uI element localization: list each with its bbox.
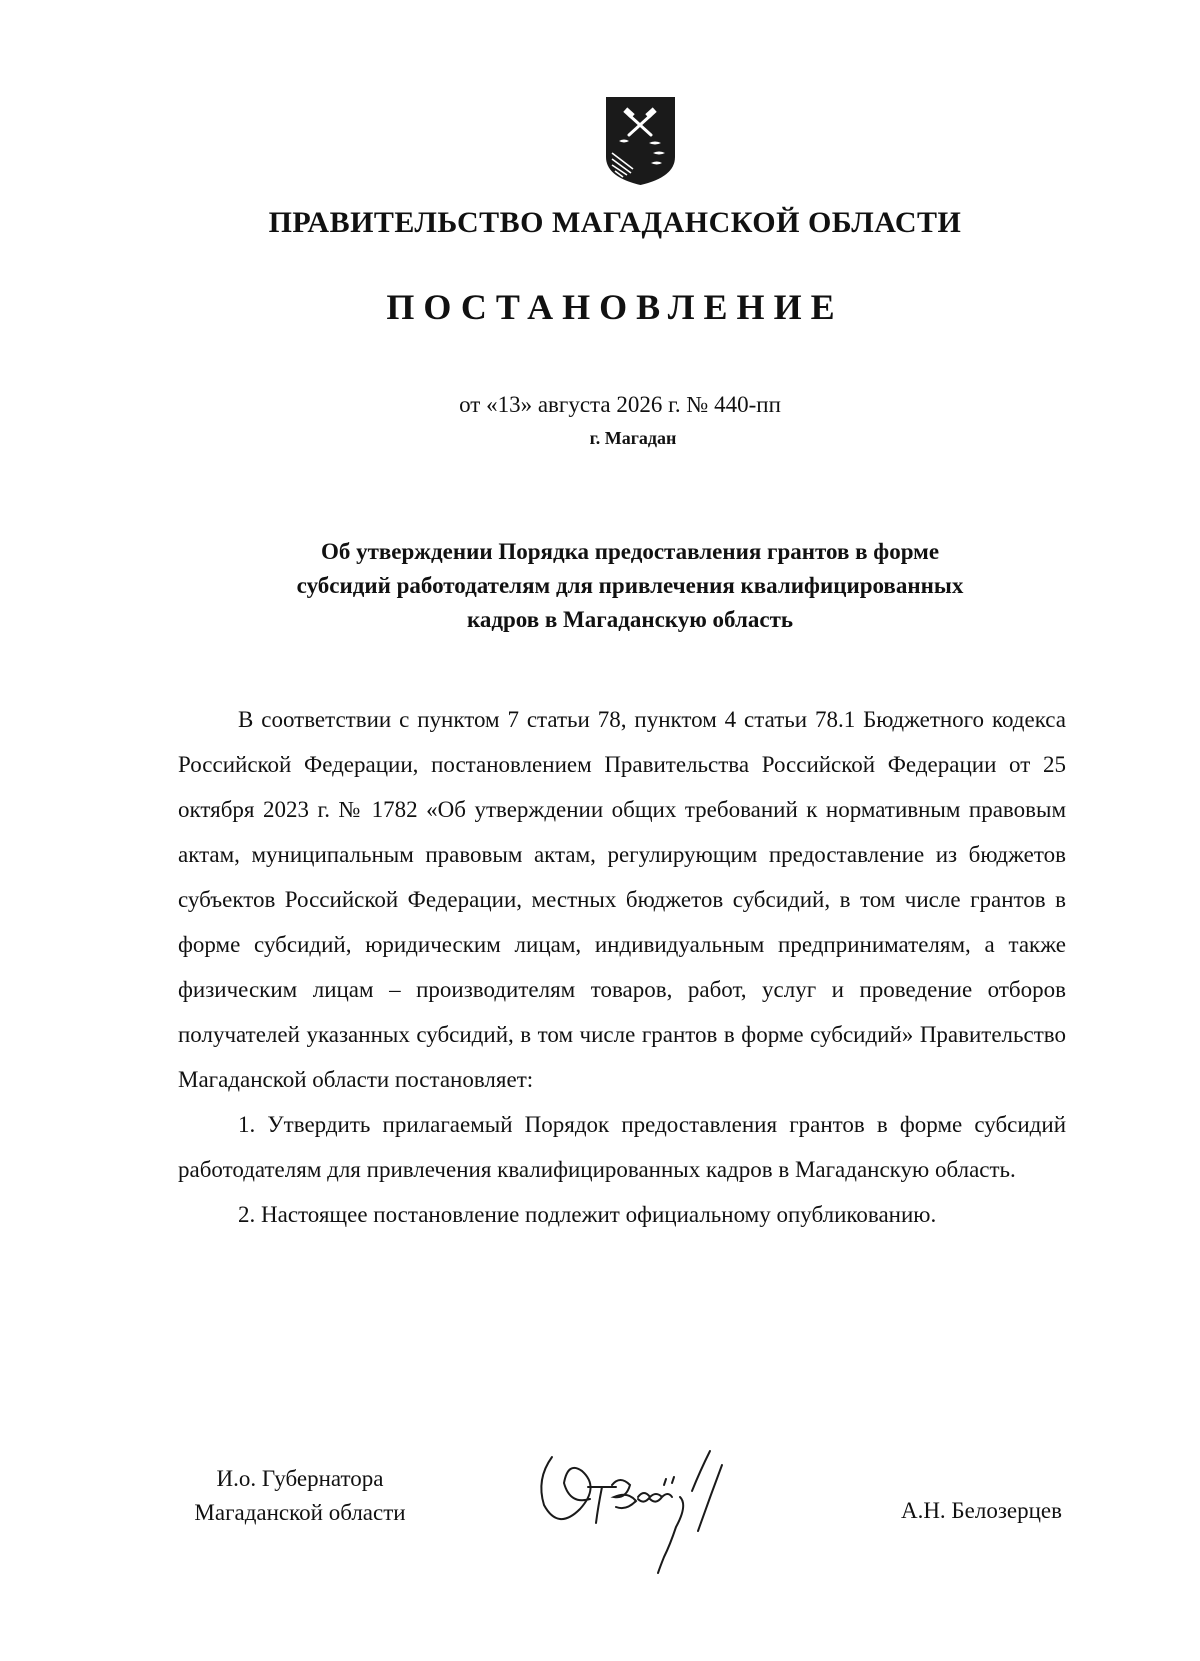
document-title-line: субсидий работодателям для привлечения квалифицированных bbox=[296, 573, 964, 598]
body-paragraph-item-2: 2. Настоящее постановление подлежит официальному опубликованию. bbox=[238, 1202, 937, 1227]
coat-of-arms-icon bbox=[603, 95, 678, 187]
document-title bbox=[150, 535, 1110, 637]
document-date-number: от «13» августа 2026 г. № 440-пп bbox=[459, 392, 781, 417]
body-paragraph-item-1: 1. Утвердить прилагаемый Порядок предоставления грантов в форме субсидий работодателям для привлечения квалифицированных кадров в Магаданскую область. bbox=[178, 1112, 1066, 1182]
signatory-position bbox=[170, 1462, 430, 1530]
signatory-position-line: Магаданской области bbox=[194, 1500, 406, 1525]
organization-heading: ПРАВИТЕЛЬСТВО МАГАДАНСКОЙ ОБЛАСТИ bbox=[268, 206, 962, 239]
body-paragraph-preamble: В соответствии с пунктом 7 статьи 78, пунктом 4 статьи 78.1 Бюджетного кодекса Российской Федерации, постановлением Правительства Российской Федерации от 25 октября 2023 г. № 1782 «Об утверждении общих требований к нормативным правовым актам, муниципальным правовым актам, регулирующим предоставление из бюджетов субъектов Российской Федерации, местных бюджетов субсидий, в том числе грантов в форме субсидий, юридическим лицам, индивидуальным предпринимателям, а также физическим лицам – производителям товаров, работ, услуг и проведение отборов получателей указанных субсидий, в том числе грантов в форме субсидий» Правительство Магаданской области постановляет: bbox=[178, 707, 1066, 1092]
document-type-heading: ПОСТАНОВЛЕНИЕ bbox=[386, 287, 844, 327]
document-title-line: кадров в Магаданскую область bbox=[466, 607, 794, 632]
document-body bbox=[178, 697, 1066, 1237]
document-city: г. Магадан bbox=[589, 428, 677, 448]
signatory-position-line: И.о. Губернатора bbox=[216, 1466, 384, 1491]
handwritten-signature-icon bbox=[530, 1435, 760, 1585]
signatory-name: А.Н. Белозерцев bbox=[900, 1498, 1062, 1523]
document-title-line: Об утверждении Порядка предоставления грантов в форме bbox=[320, 539, 940, 564]
